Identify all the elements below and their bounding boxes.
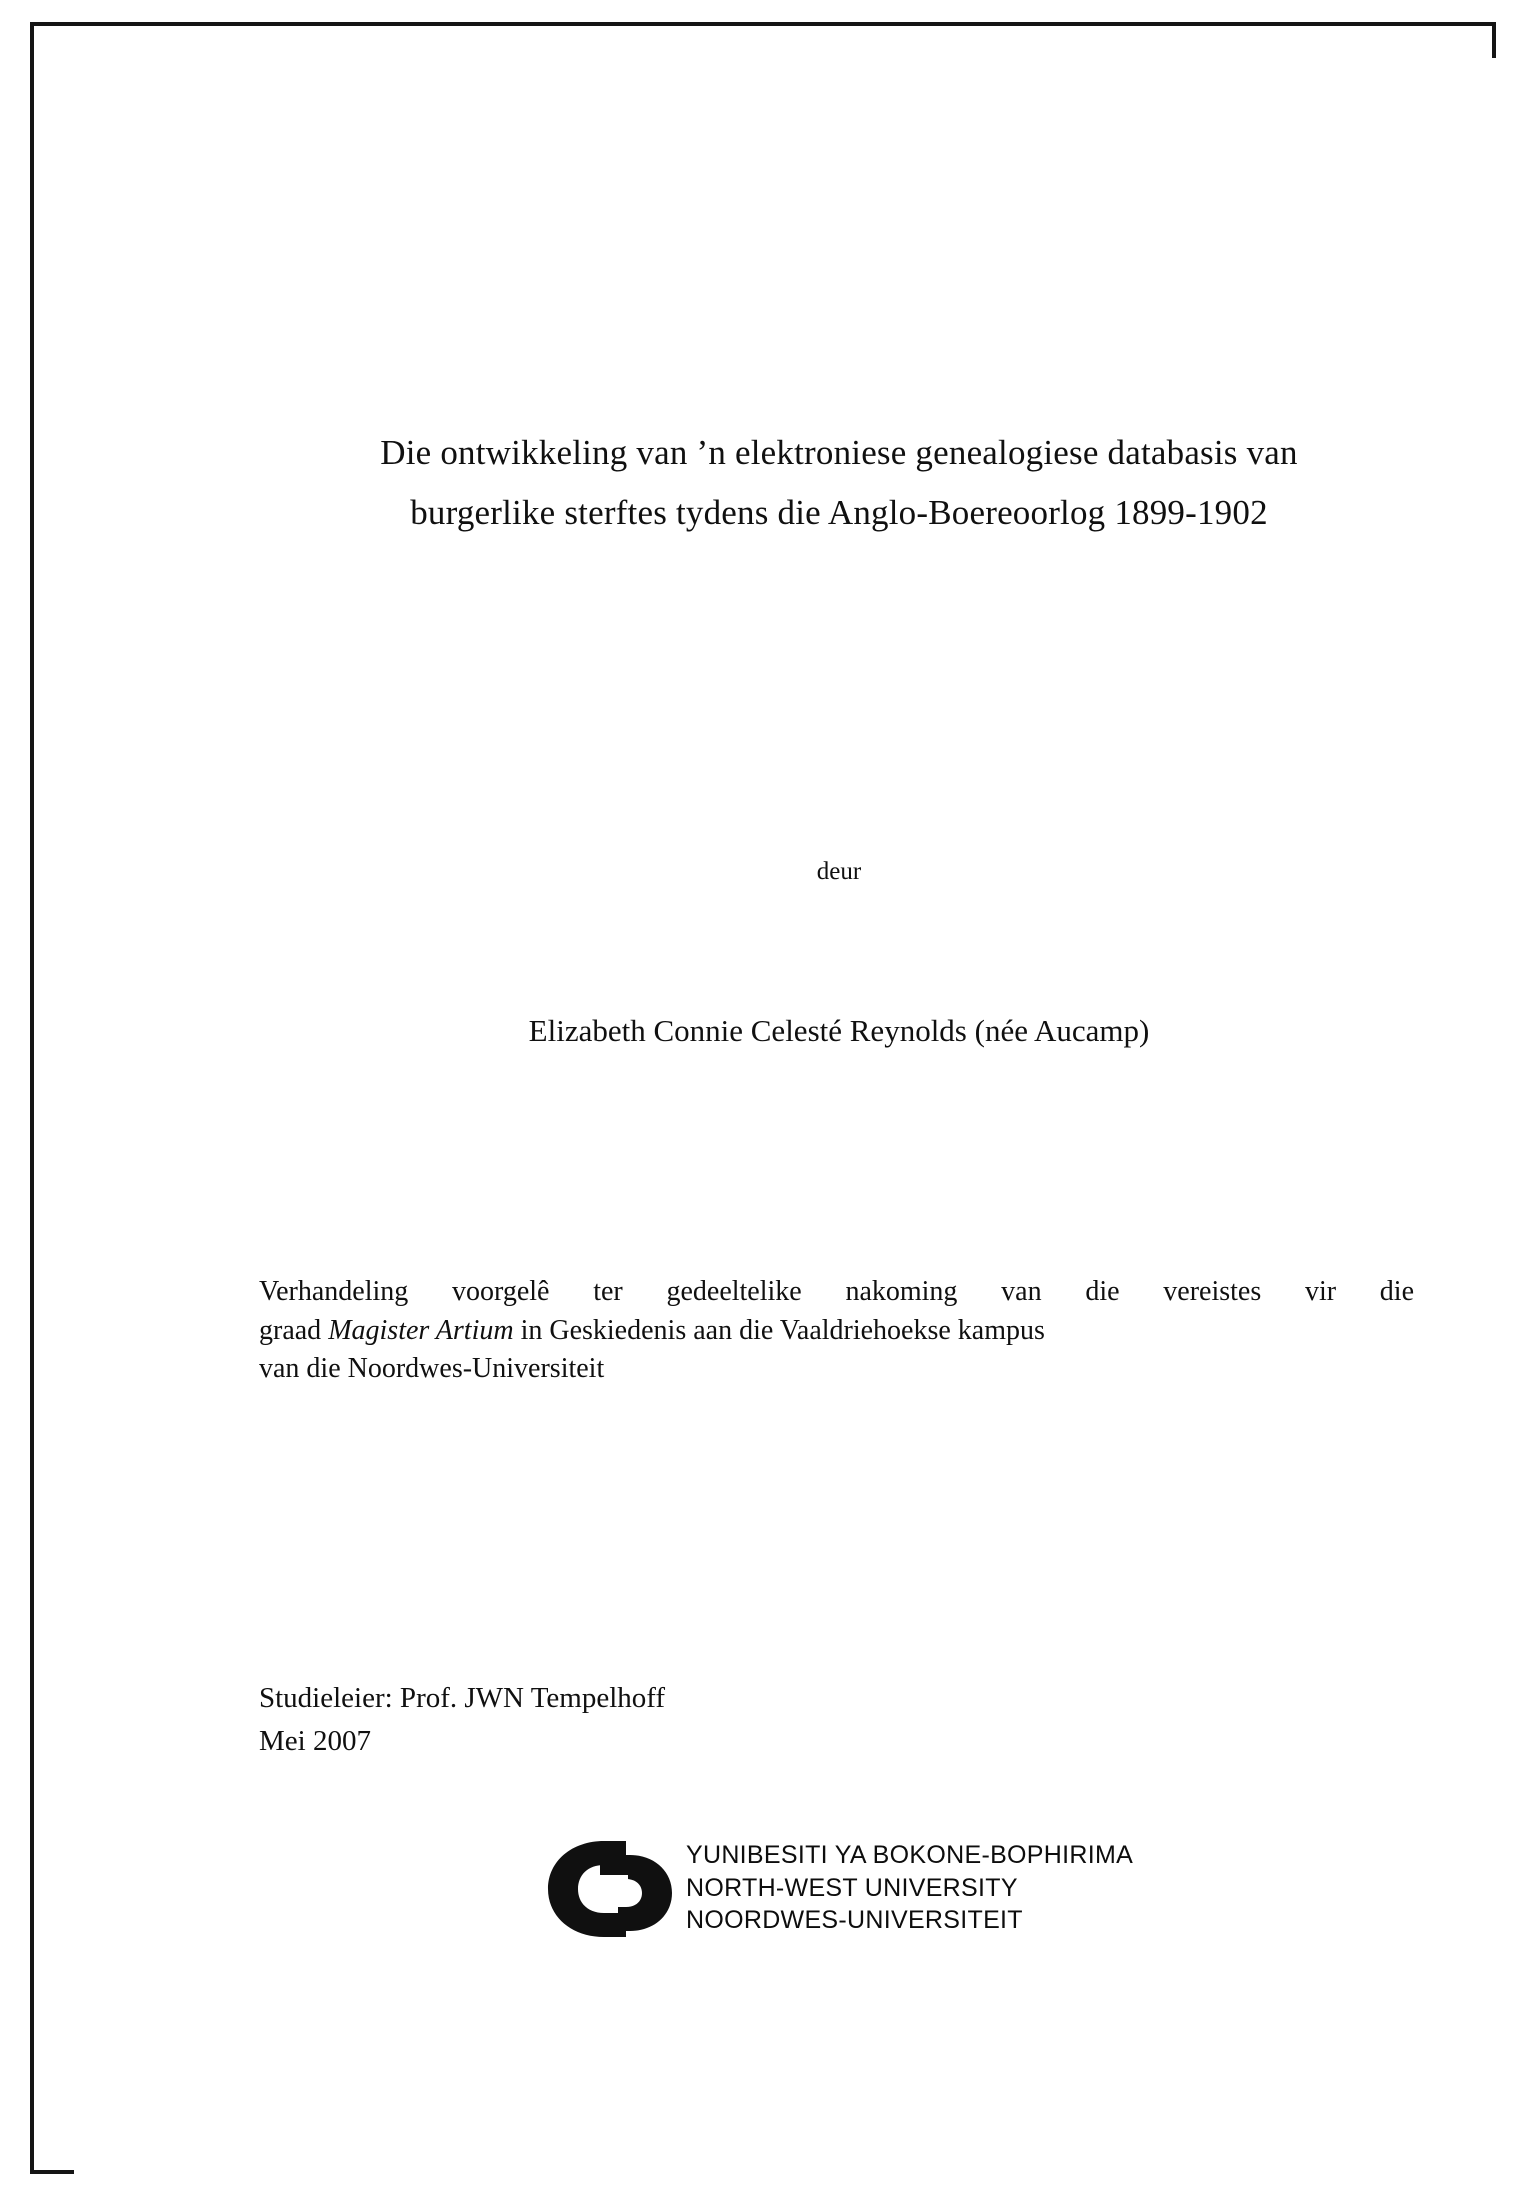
page-title (259, 423, 1419, 543)
statement-line-2-prefix: graad (259, 1314, 329, 1346)
logo-text-line-2: NORTH-WEST UNIVERSITY (686, 1873, 1018, 1902)
statement-line-2 (259, 1312, 1414, 1351)
scan-edge-left (0, 0, 30, 2206)
university-logo (534, 1833, 1154, 1953)
page-border (30, 22, 1496, 2174)
date-line: Mei 2007 (259, 1725, 371, 1757)
degree-statement (259, 1273, 1414, 1389)
author-name: Elizabeth Connie Celesté Reynolds (née Aucamp) (528, 1013, 1150, 1048)
statement-line-1: Verhandeling voorgelê ter gedeeltelike nakoming van die vereistes vir die (259, 1276, 1414, 1307)
title-line-2: burgerlike sterftes tydens die Anglo-Boereoorlog 1899-1902 (410, 493, 1268, 533)
title-page-content (259, 58, 1419, 2190)
logo-text-line-3: NOORDWES-UNIVERSITEIT (686, 1906, 1023, 1934)
north-west-university-logo-mark-icon (534, 1835, 684, 1943)
university-logo-text (686, 1839, 1133, 1937)
degree-name: Magister Artium (328, 1314, 514, 1346)
supervisor-line: Studieleier: Prof. JWN Tempelhoff (259, 1682, 666, 1714)
by-label: deur (816, 858, 862, 885)
page-inner (74, 58, 1520, 2190)
scan-edge-right (1497, 0, 1527, 2206)
title-line-1: Die ontwikkeling van ’n elektroniese genealogiese databasis van (380, 433, 1298, 472)
statement-line-3: van die Noordwes-Universiteit (259, 1353, 605, 1385)
logo-text-line-1: YUNIBESITI YA BOKONE-BOPHIRIMA (686, 1841, 1134, 1869)
statement-line-2-suffix: in Geskiedenis aan die Vaaldriehoekse kampus (513, 1314, 1045, 1346)
